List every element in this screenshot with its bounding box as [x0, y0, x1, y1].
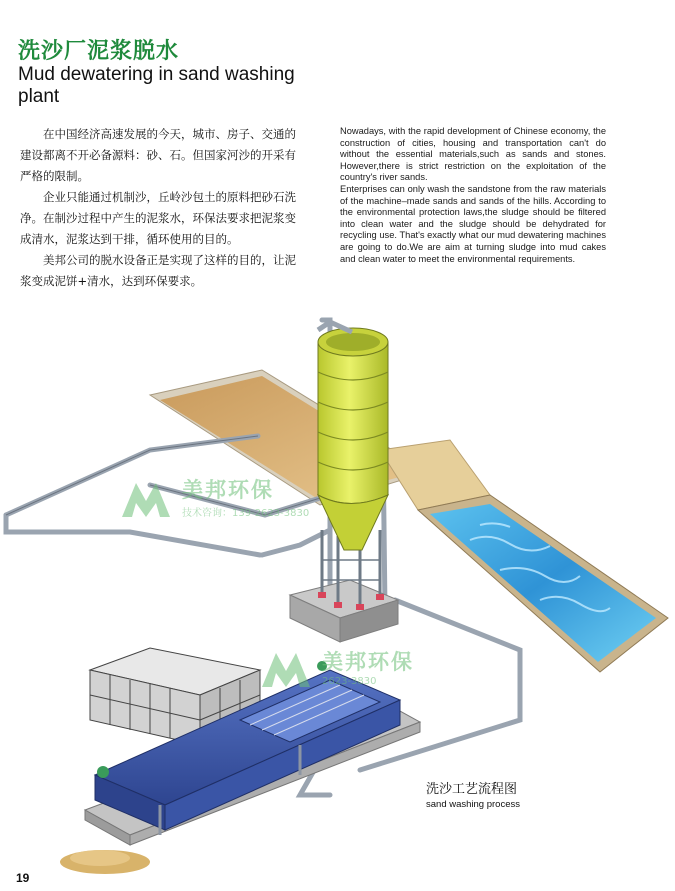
mud-cake-pile: [60, 850, 150, 874]
clear-water-pool: [418, 495, 668, 672]
en-paragraph-2: Enterprises can only wash the sandstone from the raw materials of the machine–made sands and sands of the hills. According to the environmental protection laws,the sludge should be filtered into clean water and the sludge should be dehydrated for recycling use. That's exactly what our mud dewatering machines are going to do.We are aim at turning sludge into mud cakes and clean water to meet the environmental requirements.: [340, 183, 606, 264]
en-paragraph-1: Nowadays, with the rapid development of Chinese economy, the construction of cities, housing and transportation can't do without the essential materials,such as sands and stones. However,there is strict restriction on the exploitation of the country's river sands.: [340, 126, 606, 183]
watermark-brand-name-2: 美邦环保: [322, 650, 414, 674]
thickener-silo: [318, 322, 388, 550]
cn-paragraph-1: 在中国经济高速发展的今天，城市、房子、交通的建设都离不开必备源料：砂、石。但国家河沙的开采有严格的限制。: [20, 127, 296, 183]
cn-paragraph-3: 美邦公司的脱水设备正是实现了这样的目的，让泥浆变成泥饼+清水，达到环保要求。: [20, 253, 296, 288]
watermark-contact: 技术咨询：139-2623-3830: [182, 508, 310, 519]
watermark-2: [262, 646, 414, 687]
mountain-m-logo-icon: [262, 647, 318, 687]
watermark-1: [122, 474, 309, 519]
page-title-en: Mud dewatering in sand washing plant: [18, 64, 295, 107]
page-number: 19: [16, 871, 30, 885]
mountain-m-logo-icon: [122, 477, 178, 517]
watermark-brand-name: 美邦环保: [182, 478, 274, 502]
sand-washing-process-illustration: [0, 300, 675, 891]
chinese-body-text: [20, 124, 304, 292]
caption-cn: 洗沙工艺流程图: [426, 782, 518, 797]
english-body-text: [340, 126, 606, 265]
page-title-cn: 洗沙厂泥浆脱水: [18, 39, 180, 64]
silo-base: [290, 580, 398, 642]
cn-paragraph-2: 企业只能通过机制沙，丘岭沙包土的原料把砂石洗净。在制沙过程中产生的泥浆水，环保法要求把泥浆变成清水，泥浆达到干排，循环使用的目的。: [20, 190, 296, 246]
caption-en: sand washing process: [426, 799, 520, 810]
watermark-contact-2: 2623-3830: [322, 676, 377, 687]
figure-caption: [426, 778, 520, 810]
